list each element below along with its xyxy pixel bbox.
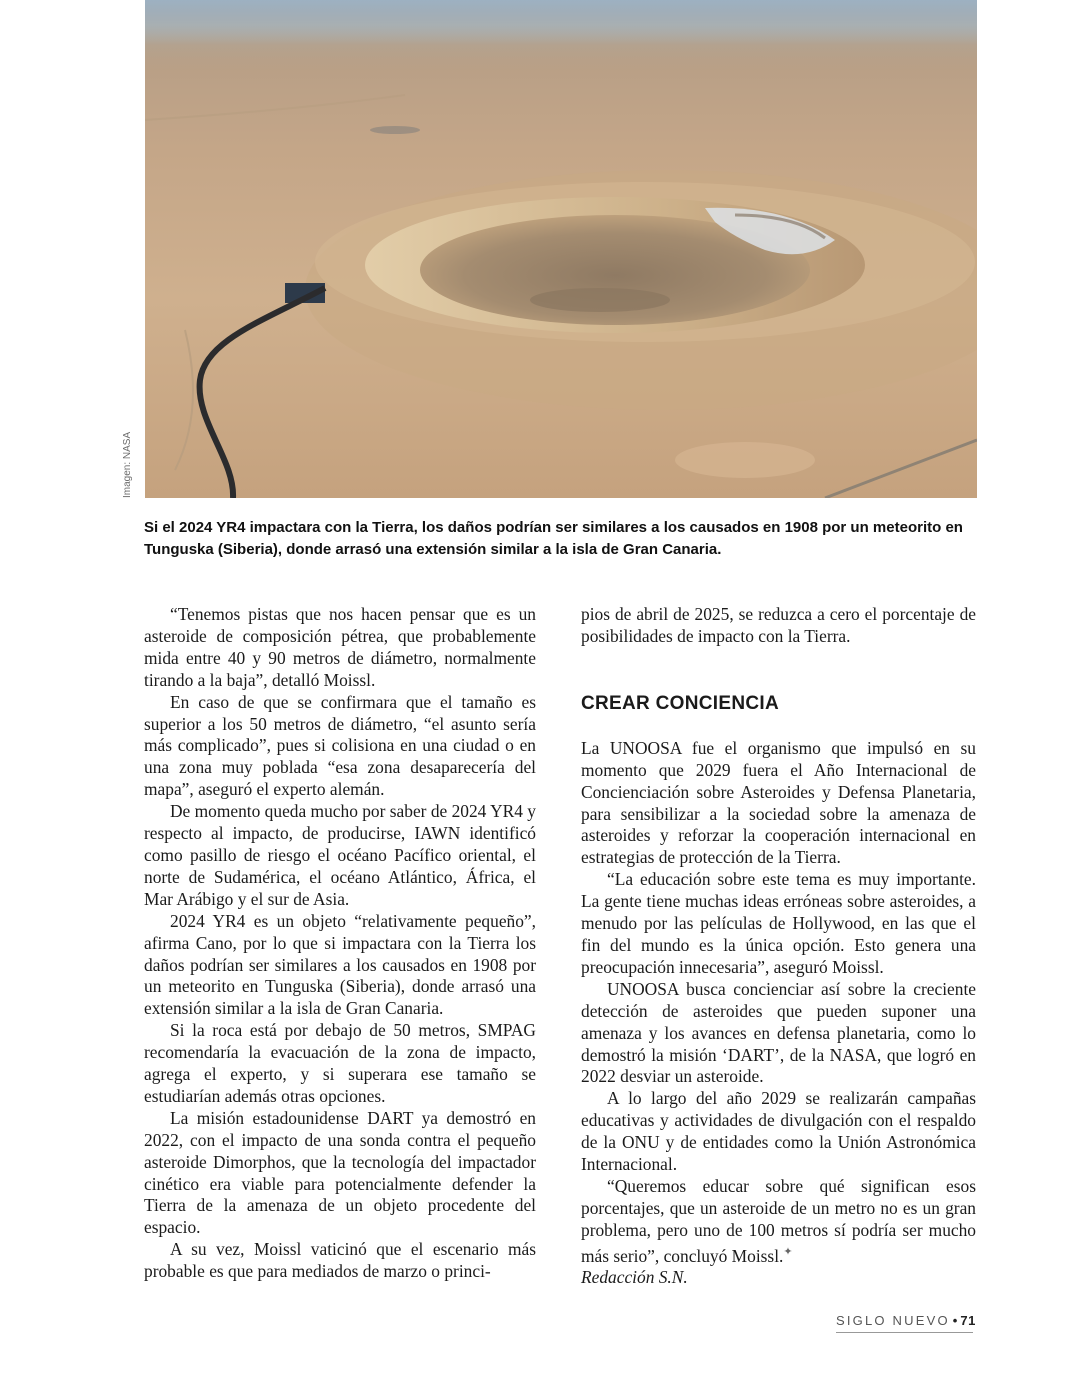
- footer-separator: •: [952, 1313, 958, 1328]
- article-column-right: [581, 604, 976, 1289]
- paragraph: De momento queda mucho por saber de 2024 YR4 y respecto al impacto, de producirse, IAWN identificó como pasillo de riesgo el océano Pacífico oriental, el norte de Sudamérica, el océano Atlántico, África, el Mar Arábigo y el sur de Asia.: [144, 801, 536, 909]
- article-column-left: [144, 604, 536, 1283]
- page-number: 71: [960, 1313, 976, 1328]
- paragraph: Si la roca está por debajo de 50 metros, SMPAG recomendaría la evacuación de la zona de impacto, agrega el experto, y si superara ese tamaño se estudiarían además otras opciones.: [144, 1020, 536, 1106]
- paragraph: “La educación sobre este tema es muy importante. La gente tiene muchas ideas erróneas sobre asteroides, a menudo por las películas de Hollywood, en las que el fin del mundo es la única opción. Esto genera una preocupación innecesaria”, aseguró Moissl.: [581, 869, 976, 977]
- paragraph-final: [581, 1176, 976, 1267]
- page-footer: [836, 1313, 976, 1333]
- photo-credit: Imagen: NASA: [122, 431, 133, 498]
- section-heading: CREAR CONCIENCIA: [581, 692, 779, 714]
- crater-illustration: [145, 0, 977, 498]
- paragraph: La UNOOSA fue el organismo que impulsó en su momento que 2029 fuera el Año Internacional de Concienciación sobre Asteroides y Defensa Planetaria, para sensibilizar a la sociedad sobre la amenaza de asteroides y reforzar la cooperación internacional en estrategias de protección de la Tierra.: [581, 737, 976, 868]
- paragraph: A su vez, Moissl vaticinó que el escenario más probable es que para mediados de marzo o princi-: [144, 1239, 536, 1282]
- paragraph-continuation: pios de abril de 2025, se reduzca a cero el porcentaje de posibilidades de impacto con la Tierra.: [581, 604, 976, 646]
- paragraph: “Tenemos pistas que nos hacen pensar que es un asteroide de composición pétrea, que probablemente mida entre 40 y 90 metros de diámetro, normalmente tirando a la baja”, detalló Moissl.: [144, 604, 536, 690]
- publication-name: SIGLO NUEVO: [836, 1313, 950, 1328]
- paragraph: A lo largo del año 2029 se realizarán campañas educativas y actividades de divulgación con el respaldo de la ONU y de entidades como la Unión Astronómica Internacional.: [581, 1088, 976, 1175]
- paragraph: 2024 YR4 es un objeto “relativamente pequeño”, afirma Cano, por lo que si impactara con la Tierra los daños podrían ser similares a los causados en 1908 por un meteorito en Tunguska (Siberia), donde arrasó una extensión similar a la isla de Gran Canaria.: [144, 910, 536, 1019]
- paragraph: La misión estadounidense DART ya demostró en 2022, con el impacto de una sonda contra el pequeño asteroide Dimorphos, que la tecnología del impactador cinético era viable para potencialmente defender la Tierra de la amenaza de un objeto procedente del espacio.: [144, 1107, 536, 1238]
- paragraph: UNOOSA busca concienciar así sobre la creciente detección de asteroides que pueden suponer una amenaza y los avances en defensa planetaria, como lo demostró la misión ‘DART’, de la NASA, que logró en 2022 desviar un asteroide.: [581, 978, 976, 1087]
- paragraph-text: “Queremos educar sobre qué significan esos porcentajes, que un asteroide de un metro no es un gran problema, pero uno de 100 metros sí podría ser mucho más serio”, concluyó Moissl.: [581, 1175, 976, 1266]
- end-mark-icon: ✦: [783, 1245, 793, 1258]
- author-signature: Redacción S.N.: [581, 1267, 688, 1288]
- photo-caption: Si el 2024 YR4 impactara con la Tierra, los daños podrían ser similares a los causados en 1908 por un meteorito en Tunguska (Siberia), donde arrasó una extensión similar a la isla de Gran Canaria.: [144, 519, 963, 558]
- crater-aerial-image: [145, 0, 977, 498]
- paragraph: En caso de que se confirmara que el tamaño es superior a los 50 metros de diámetro, “el asunto sería más complicado”, pues si colisiona en una ciudad o en una zona muy poblada “esa zona desaparecería del mapa”, aseguró el experto alemán.: [144, 691, 536, 800]
